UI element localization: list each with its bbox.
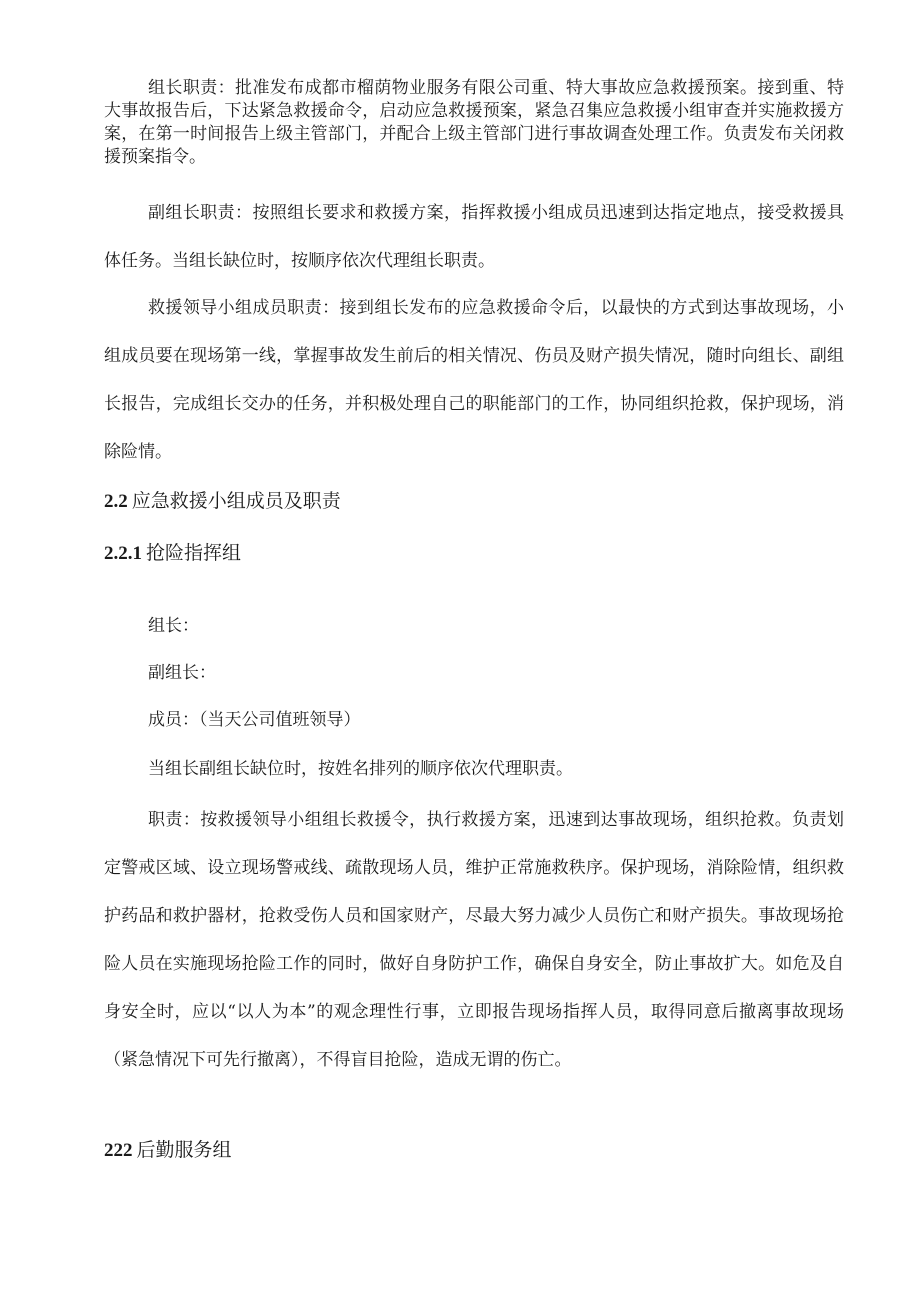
section-2-2-2-number: 222 bbox=[104, 1140, 133, 1161]
substitution-rule-line: 当组长副组长缺位时，按姓名排列的顺序依次代理职责。 bbox=[148, 759, 573, 779]
section-2-2-2-title: 后勤服务组 bbox=[136, 1139, 232, 1161]
rescue-command-duty-paragraph: 职责：按救援领导小组组长救援令，执行救援方案，迅速到达事故现场，组织抢救。负责划定警戒区域、设立现场警戒线、疏散现场人员，维护正常施救秩序。保护现场，消除险情，组织救护药品和救护器材，抢救受伤人员和国家财产，尽最大努力减少人员伤亡和财产损失。事故现场抢险人员在实施现场抢险工作的同时，做好自身防护工作，确保自身安全，防止事故扩大。如危及自身安全时，应以“以人为本”的观念理性行事，立即报告现场指挥人员，取得同意后撤离事故现场（紧急情况下可先行撤离），不得盲目抢险，造成无谓的伤亡。 bbox=[104, 810, 844, 1070]
section-2-2-1-title: 抢险指挥组 bbox=[146, 542, 242, 564]
section-2-2-title: 应急救援小组成员及职责 bbox=[131, 490, 341, 512]
members-line: 成员：（当天公司值班领导） bbox=[148, 710, 361, 730]
leader-duty-paragraph: 组长职责：批准发布成都市榴荫物业服务有限公司重、特大事故应急救援预案。接到重、特大事故报告后，下达紧急救援命令，启动应急救援预案，紧急召集应急救援小组审查并实施救援方案，在第一时间报告上级主管部门，并配合上级主管部门进行事故调查处理工作。负责发布关闭救援预案指令。 bbox=[104, 78, 844, 167]
deputy-leader-duty-paragraph: 副组长职责：按照组长要求和救援方案，指挥救援小组成员迅速到达指定地点，接受救援具体任务。当组长缺位时，按顺序依次代理组长职责。 bbox=[104, 203, 844, 271]
section-2-2-heading bbox=[104, 486, 341, 517]
team-members-duty-paragraph: 救援领导小组成员职责：接到组长发布的应急救援命令后，以最快的方式到达事故现场，小组成员要在现场第一线，掌握事故发生前后的相关情况、伤员及财产损失情况，随时向组长、副组长报告，完成组长交办的任务，并积极处理自己的职能部门的工作，协同组织抢救，保护现场，消除险情。 bbox=[104, 298, 844, 462]
section-2-2-2-heading bbox=[104, 1135, 232, 1166]
section-2-2-number: 2.2 bbox=[104, 491, 128, 512]
section-2-2-1-number: 2.2.1 bbox=[104, 543, 142, 564]
group-leader-line: 组长： bbox=[148, 616, 199, 636]
section-2-2-1-heading bbox=[104, 538, 241, 569]
deputy-leader-line: 副组长： bbox=[148, 663, 216, 683]
